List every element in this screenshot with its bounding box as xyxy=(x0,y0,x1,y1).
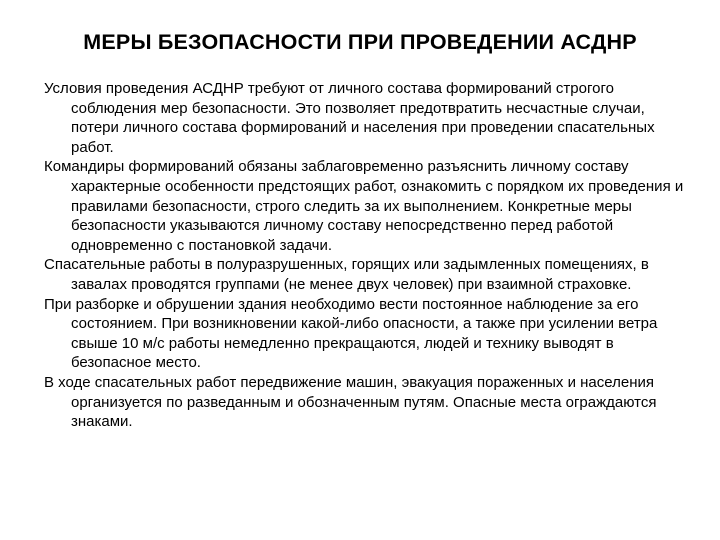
paragraph-building-collapse: При разборке и обрушении здания необходимо вести постоянное наблюдение за его состоянием. При возникновении какой-либо опасности, а также при усилении ветра свыше 10 м/с работы немедленно прекращаются, людей и технику выводят в безопасное место. xyxy=(44,295,658,372)
paragraph-conditions: Условия проведения АСДНР требуют от личного состава формирований строгого соблюдения мер безопасности. Это позволяет предотвратить несчастные случаи, потери личного состава формирований и населения при проведении спасательных работ. xyxy=(44,80,655,156)
slide-title: МЕРЫ БЕЗОПАСНОСТИ ПРИ ПРОВЕДЕНИИ АСДНР xyxy=(83,30,637,54)
slide-body xyxy=(44,79,692,432)
paragraph-rescue-groups: Спасательные работы в полуразрушенных, горящих или задымленных помещениях, в завалах проводятся группами (не менее двух человек) при взаимной страховке. xyxy=(44,256,649,293)
paragraph-vehicle-movement: В ходе спасательных работ передвижение машин, эвакуация пораженных и населения организуется по разведанным и обозначенным путям. Опасные места ограждаются знаками. xyxy=(44,373,657,431)
paragraph-commanders: Командиры формирований обязаны заблаговременно разъяснить личному составу характерные особенности предстоящих работ, ознакомить с порядком их проведения и правилами безопасности, строго следить за их выполнением. Конкретные меры безопасности указываются личному составу непосредственно перед работой одновременно с постановкой задачи. xyxy=(44,158,684,254)
